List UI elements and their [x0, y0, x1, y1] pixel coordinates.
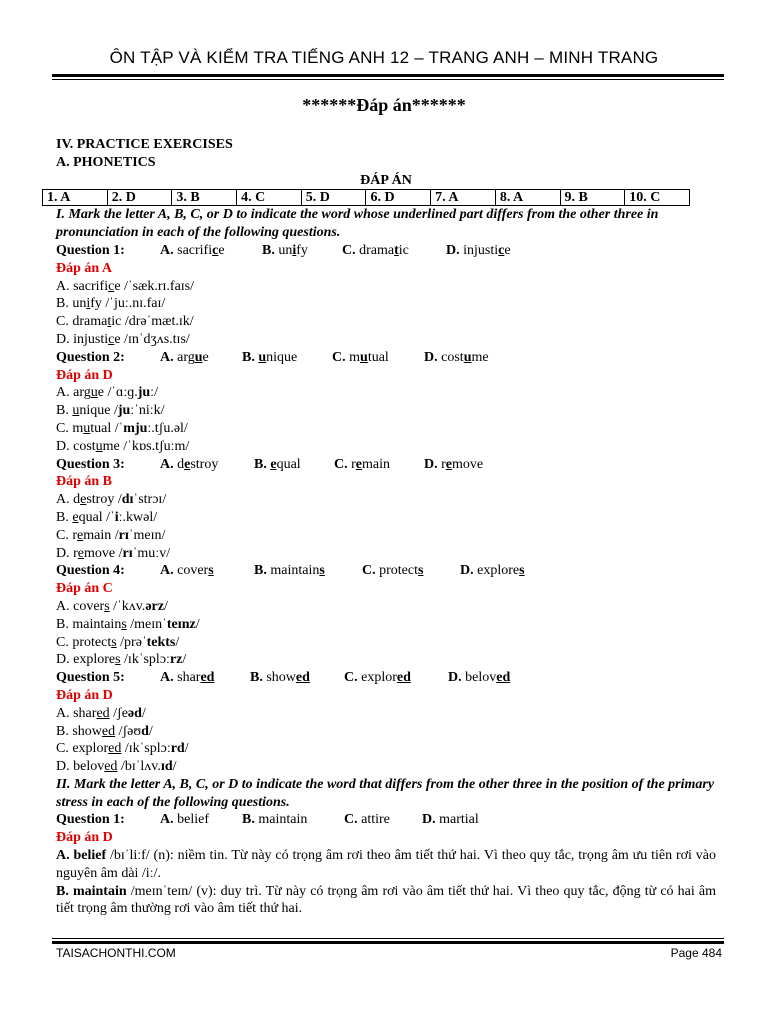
main-content	[47, 136, 717, 918]
answer-table-heading: ĐÁP ÁN	[360, 172, 412, 188]
transcription-line: C. dramatic /drəˈmæt.ɪk/	[56, 314, 194, 330]
running-header: ÔN TẬP VÀ KIỂM TRA TIẾNG ANH 12 – TRANG ANH – MINH TRANG	[109, 48, 659, 67]
transcription-line: B. unify /ˈjuː.nɪ.faɪ/	[56, 296, 166, 312]
transcription-line: D. remove /rɪˈmuːv/	[56, 545, 171, 561]
page-number: Page 484	[670, 946, 722, 960]
question-label: Question 3:	[56, 456, 125, 472]
question-row	[56, 811, 716, 829]
question-label: Question 1:	[56, 812, 125, 828]
option: A. shared	[160, 670, 215, 686]
transcription-line: A. destroy /dɪˈstrɔɪ/	[56, 492, 167, 508]
option: B. maintains	[254, 563, 325, 579]
transcription-line: A. covers /ˈkʌv.ərz/	[56, 598, 168, 614]
transcription-line: B. showed /ʃəʊd/	[56, 723, 153, 739]
answer-cell: 5. D	[301, 190, 366, 206]
answer-cell: 10. C	[625, 190, 690, 206]
explanation-paragraph: A. belief /bɪˈliːf/ (n): niềm tin. Từ này có trọng âm rơi theo âm tiết thứ hai. Vì theo quy tắc, trọng âm ưu tiên rơi vào nguyên âm dài /iː/.	[56, 848, 717, 881]
header-rule-thin	[52, 79, 724, 80]
header-rule-thick	[52, 74, 724, 77]
transcription-line: D. injustice /ɪnˈdʒʌs.tɪs/	[56, 331, 190, 347]
option: D. remove	[424, 456, 484, 472]
option: A. destroy	[160, 456, 219, 472]
option: D. costume	[424, 349, 489, 365]
answer-label: Đáp án D	[56, 687, 113, 703]
option: C. attire	[344, 812, 390, 828]
question-row	[56, 456, 716, 474]
answer-cell: 3. B	[172, 190, 237, 206]
explanation-paragraph: B. maintain /meɪnˈteɪn/ (v): duy trì. Từ này có trọng âm rơi vào âm tiết thứ hai. Vì theo quy tắc, động từ có hai âm tiết trọng âm thường rơi vào âm tiết thứ hai.	[56, 883, 716, 917]
option: B. showed	[250, 670, 310, 686]
section-heading: IV. PRACTICE EXERCISES	[56, 137, 233, 152]
question-row	[56, 242, 716, 260]
transcription-line: B. unique /juːˈniːk/	[56, 403, 165, 419]
question-label: Question 4:	[56, 563, 125, 579]
question-row	[56, 349, 716, 367]
answer-cell: 1. A	[43, 190, 108, 206]
option: B. maintain	[242, 812, 308, 828]
transcription-line: A. shared /ʃeəd/	[56, 705, 146, 721]
answer-cell: 9. B	[560, 190, 625, 206]
answer-table	[42, 189, 690, 206]
option: C. dramatic	[342, 242, 409, 258]
answer-cell: 6. D	[366, 190, 431, 206]
option: A. belief	[160, 812, 209, 828]
page-title: ******Đáp án******	[302, 95, 466, 115]
answer-label: Đáp án A	[56, 260, 113, 276]
transcription-line: C. mutual /ˈmjuː.tʃu.əl/	[56, 420, 188, 436]
transcription-line: D. beloved /bɪˈlʌv.ɪd/	[56, 759, 177, 775]
part2-instruction: II. Mark the letter A, B, C, or D to indicate the word that differs from the other three in the position of the primary stress in each of the following questions.	[56, 776, 715, 810]
question-label: Question 1:	[56, 242, 125, 258]
transcription-line: A. argue /ˈɑːɡ.juː/	[56, 385, 158, 401]
option: C. protects	[362, 563, 424, 579]
answer-cell: 4. C	[237, 190, 302, 206]
question-row	[56, 669, 716, 687]
question-row	[56, 562, 716, 580]
option: C. mutual	[332, 349, 389, 365]
footer-site: TAISACHONTHI.COM	[56, 946, 176, 960]
option: A. covers	[160, 563, 214, 579]
transcription-line: C. explored /ɪkˈsplɔːrd/	[56, 741, 189, 757]
option: B. equal	[254, 456, 301, 472]
answer-cell: 2. D	[107, 190, 172, 206]
subsection-heading: A. PHONETICS	[56, 154, 156, 170]
answer-label: Đáp án D	[56, 367, 113, 383]
option: C. explored	[344, 670, 411, 686]
answer-label: Đáp án D	[56, 830, 113, 846]
answer-label: Đáp án C	[56, 581, 113, 597]
transcription-line: B. equal /ˈiː.kwəl/	[56, 509, 158, 525]
footer-rule-thick	[52, 941, 724, 944]
option: C. remain	[334, 456, 391, 472]
transcription-line: A. sacrifice /ˈsæk.rɪ.faɪs/	[56, 278, 195, 294]
option: A. argue	[160, 349, 209, 365]
footer-rule-thin	[52, 938, 724, 939]
option: B. unify	[262, 242, 308, 258]
question-label: Question 2:	[56, 349, 125, 365]
answer-cell: 7. A	[431, 190, 496, 206]
part1-instruction: I. Mark the letter A, B, C, or D to indicate the word whose underlined part differs from the other three in pronunciation in each of the following questions.	[56, 207, 659, 241]
option: D. explores	[460, 563, 525, 579]
transcription-line: C. remain /rɪˈmeɪn/	[56, 527, 166, 543]
transcription-line: D. costume /ˈkɒs.tʃuːm/	[56, 438, 190, 454]
answer-cell: 8. A	[495, 190, 560, 206]
transcription-line: C. protects /prəˈtekts/	[56, 634, 180, 650]
option: A. sacrifice	[160, 242, 225, 258]
question-block	[56, 242, 716, 776]
option: D. beloved	[448, 670, 511, 686]
option: B. unique	[242, 349, 298, 365]
transcription-line: B. maintains /meɪnˈteɪnz/	[56, 616, 200, 632]
option: D. injustice	[446, 242, 511, 258]
option: D. martial	[422, 812, 479, 828]
transcription-line: D. explores /ɪkˈsplɔːrz/	[56, 652, 187, 668]
answer-label: Đáp án B	[56, 474, 113, 490]
question-label: Question 5:	[56, 670, 125, 686]
